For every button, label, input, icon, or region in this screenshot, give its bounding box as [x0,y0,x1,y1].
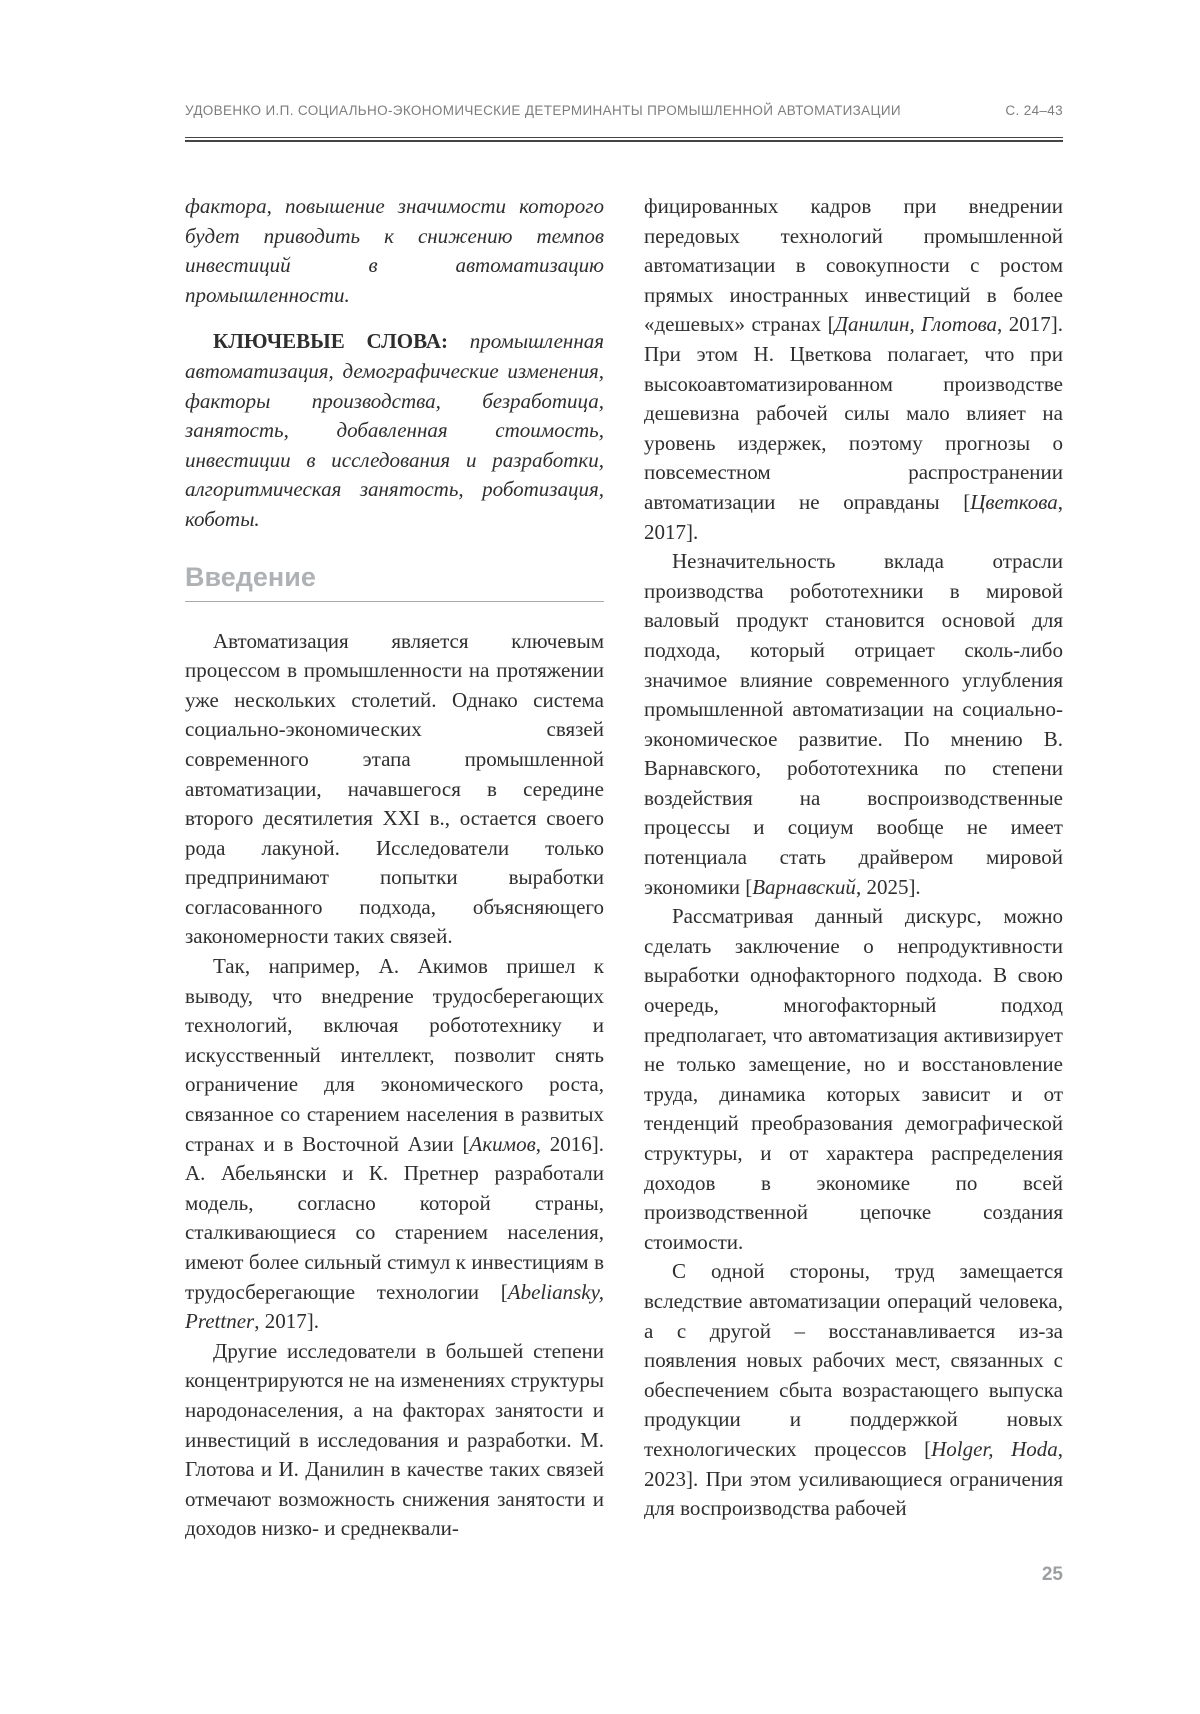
page-range: С. 24–43 [1005,103,1063,118]
page-number: 25 [1041,1564,1063,1585]
text-run: Holger, Hoda [931,1436,1058,1461]
text-run: Так, например, А. Акимов пришел к выводу, что внедрение трудосберегающих технологий, включая робототехнику и искусственный интеллект, позволит снять ограничение для экономического роста, связанное со старением населения в развитых странах и в Восточной Азии [ [185,954,604,1156]
text-run: , 2023]. При этом усиливающиеся ограничения для воспроизводства рабочей [644,1436,1063,1521]
section-rule [185,601,604,602]
text-run: фицированных кадров при внедрении передовых технологий промышленной автоматизации в совокупности с ростом прямых иностранных инвестиций в более «дешевых» странах [ [644,194,1063,337]
journal-page [185,0,1063,1714]
text-run: Цветкова [970,489,1058,514]
page-footer [1042,1564,1063,1586]
text-run: Данилин, Глотова [834,312,998,337]
running-title: УДОВЕНКО И.П. СОЦИАЛЬНО-ЭКОНОМИЧЕСКИЕ ДЕТЕРМИНАНТЫ ПРОМЫШЛЕННОЙ АВТОМАТИЗАЦИИ [185,103,901,118]
text-run: Abeliansky, Prettner [185,1279,604,1334]
text-run: , 2016]. А. Абельянски и К. Претнер разработали модель, согласно которой страны, сталкивающиеся со старением населения, имеют более сильный стимул к инвестициям в трудосберегающие технологии [ [185,1131,604,1304]
paragraph [185,192,604,310]
paragraph [644,902,1063,1257]
text-run: Варнавский [752,874,856,899]
running-header [185,103,1063,118]
text-run: Незначительность вклада отрасли производства робототехники в мировой валовый продукт становится основой для подхода, который отрицает сколь-либо значимое влияние современного углубления промышленной автоматизации на социально-экономическое развитие. По мнению В. Варнавского, робототехника по степени воздействия на воспроизводственные процессы и социум вообще не имеет потенциала стать драйвером мировой экономики [ [644,549,1063,899]
article-body [185,192,1063,1544]
text-run: Акимов [469,1131,536,1156]
text-run: , 2017]. [644,489,1063,544]
text-run: , 2017]. [254,1309,319,1334]
paragraph [644,192,1063,547]
text-run: фактора, повышение значимости которого будет приводить к снижению темпов инвестиций в автоматизацию промышленности. [185,194,604,307]
text-run: С одной стороны, труд замещается вследствие автоматизации операций человека, а с другой – восстанавливается из-за появления новых рабочих мест, связанных с обеспечением сбыта возрастающего выпуска продукции и поддержкой новых технологических процессов [ [644,1259,1063,1461]
paragraph [185,1337,604,1544]
text-run: Автоматизация является ключевым процессом в промышленности на протяжении уже нескольких столетий. Однако система социально-экономических связей современного этапа промышленной автоматизации, начавшегося в середине второго десятилетия XXI в., остается своего рода лакуной. Исследователи только предпринимают попытки выработки согласованного подхода, объясняющего закономерности таких связей. [185,628,604,949]
column-right [644,192,1063,1544]
paragraph [185,952,604,1337]
header-double-rule [185,137,1063,142]
text-run: промышленная автоматизация, демографические изменения, факторы производства, безработица, занятость, добавленная стоимость, инвестиции в исследования и разработки, алгоритмическая занятость, роботизация, коботы. [185,329,604,531]
paragraph [185,327,604,534]
paragraph [185,627,604,953]
section-heading: Введение [185,561,316,592]
text-run: , 2017]. При этом Н. Цветкова полагает, что при высокоавтоматизированном производстве дешевизна рабочей силы мало влияет на уровень издержек, поэтому прогнозы о повсеместном распространении автоматизации не оправданы [ [644,312,1064,514]
paragraph [644,1257,1063,1523]
text-run: , 2025]. [855,874,921,899]
text-run [448,329,470,353]
column-left [185,192,604,1544]
text-run: КЛЮЧЕВЫЕ СЛОВА: [213,329,448,354]
paragraph [644,547,1063,902]
text-run: Рассматривая данный дискурс, можно сделать заключение о непродуктивности выработки однофакторного подхода. В свою очередь, многофакторный подход предполагает, что автоматизация активизирует не только замещение, но и восстановление труда, динамика которых зависит и от тенденций преобразования демографической структуры, и от характера распределения доходов в экономике по всей производственной цепочке создания стоимости. [644,904,1063,1254]
text-run: Другие исследователи в большей степени концентрируются не на изменениях структуры народонаселения, а на факторах занятости и инвестиций в исследования и разработки. М. Глотова и И. Данилин в качестве таких связей отмечают возможность снижения занятости и доходов низко- и среднеквали- [185,1338,604,1541]
